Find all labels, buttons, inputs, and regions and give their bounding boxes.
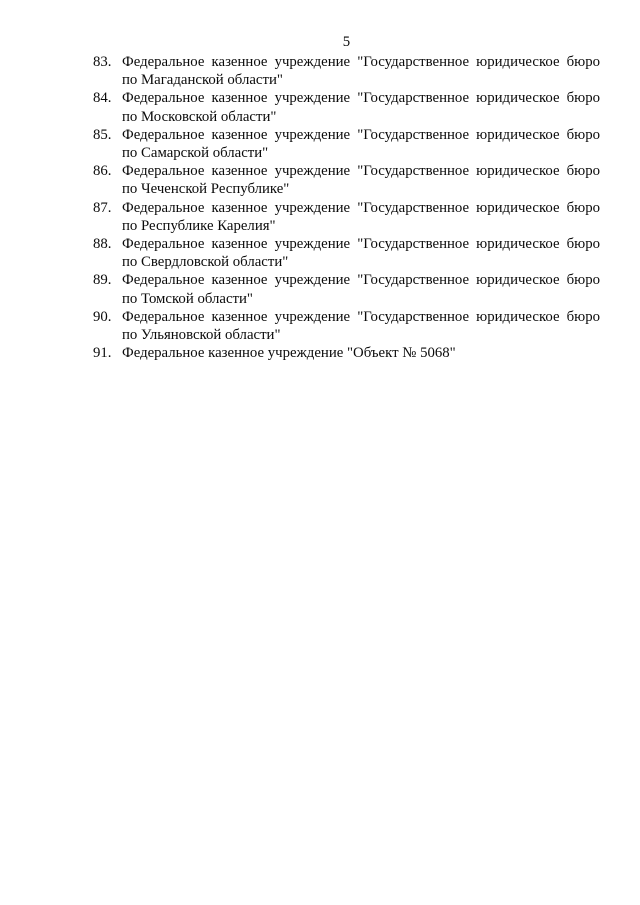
- list-item: [93, 89, 600, 125]
- list-item: [93, 199, 600, 235]
- item-line: Федеральное казенное учреждение "Государственное юридическое бюро: [122, 163, 600, 180]
- list-item: [93, 126, 600, 162]
- item-line: Федеральное казенное учреждение "Государственное юридическое бюро: [122, 90, 600, 107]
- item-body: [122, 235, 600, 271]
- item-line: по Томской области": [122, 290, 253, 307]
- item-body: [122, 162, 600, 198]
- item-number: 91.: [93, 345, 112, 362]
- item-number: 89.: [93, 272, 112, 289]
- page-number: 5: [342, 34, 351, 50]
- item-number: 90.: [93, 308, 112, 325]
- item-line: Федеральное казенное учреждение "Государственное юридическое бюро: [122, 308, 600, 325]
- item-number: 88.: [93, 236, 112, 253]
- item-line: Федеральное казенное учреждение "Государственное юридическое бюро: [122, 236, 600, 253]
- item-number: 85.: [93, 126, 112, 143]
- item-line: Федеральное казенное учреждение "Государственное юридическое бюро: [122, 126, 600, 143]
- list-item: [93, 53, 600, 89]
- list-item: [93, 271, 600, 307]
- item-line: Федеральное казенное учреждение "Государственное юридическое бюро: [122, 199, 600, 216]
- list-item: [93, 235, 600, 271]
- item-body: [122, 344, 600, 362]
- item-line: по Чеченской Республике": [122, 181, 290, 198]
- item-body: [122, 271, 600, 307]
- item-body: [122, 126, 600, 162]
- item-line: по Магаданской области": [122, 72, 283, 89]
- item-line: по Республике Карелия": [122, 217, 276, 234]
- item-body: [122, 199, 600, 235]
- item-line: по Самарской области": [122, 145, 269, 162]
- list-item: [93, 162, 600, 198]
- item-line: Федеральное казенное учреждение "Объект № 5068": [122, 345, 456, 362]
- item-line: Федеральное казенное учреждение "Государственное юридическое бюро: [122, 54, 600, 70]
- item-number: 84.: [93, 90, 112, 107]
- list-item: [93, 308, 600, 344]
- item-line: Федеральное казенное учреждение "Государственное юридическое бюро: [122, 272, 600, 289]
- item-line: по Свердловской области": [122, 254, 289, 271]
- institutions-list: [93, 53, 600, 362]
- item-number: 87.: [93, 199, 112, 216]
- item-line: по Ульяновской области": [122, 327, 281, 344]
- item-body: [122, 89, 600, 125]
- item-body: [122, 53, 600, 89]
- list-item: [93, 344, 600, 362]
- item-line: по Московской области": [122, 108, 277, 125]
- item-body: [122, 308, 600, 344]
- item-number: 86.: [93, 163, 112, 180]
- item-number: 83.: [93, 54, 112, 70]
